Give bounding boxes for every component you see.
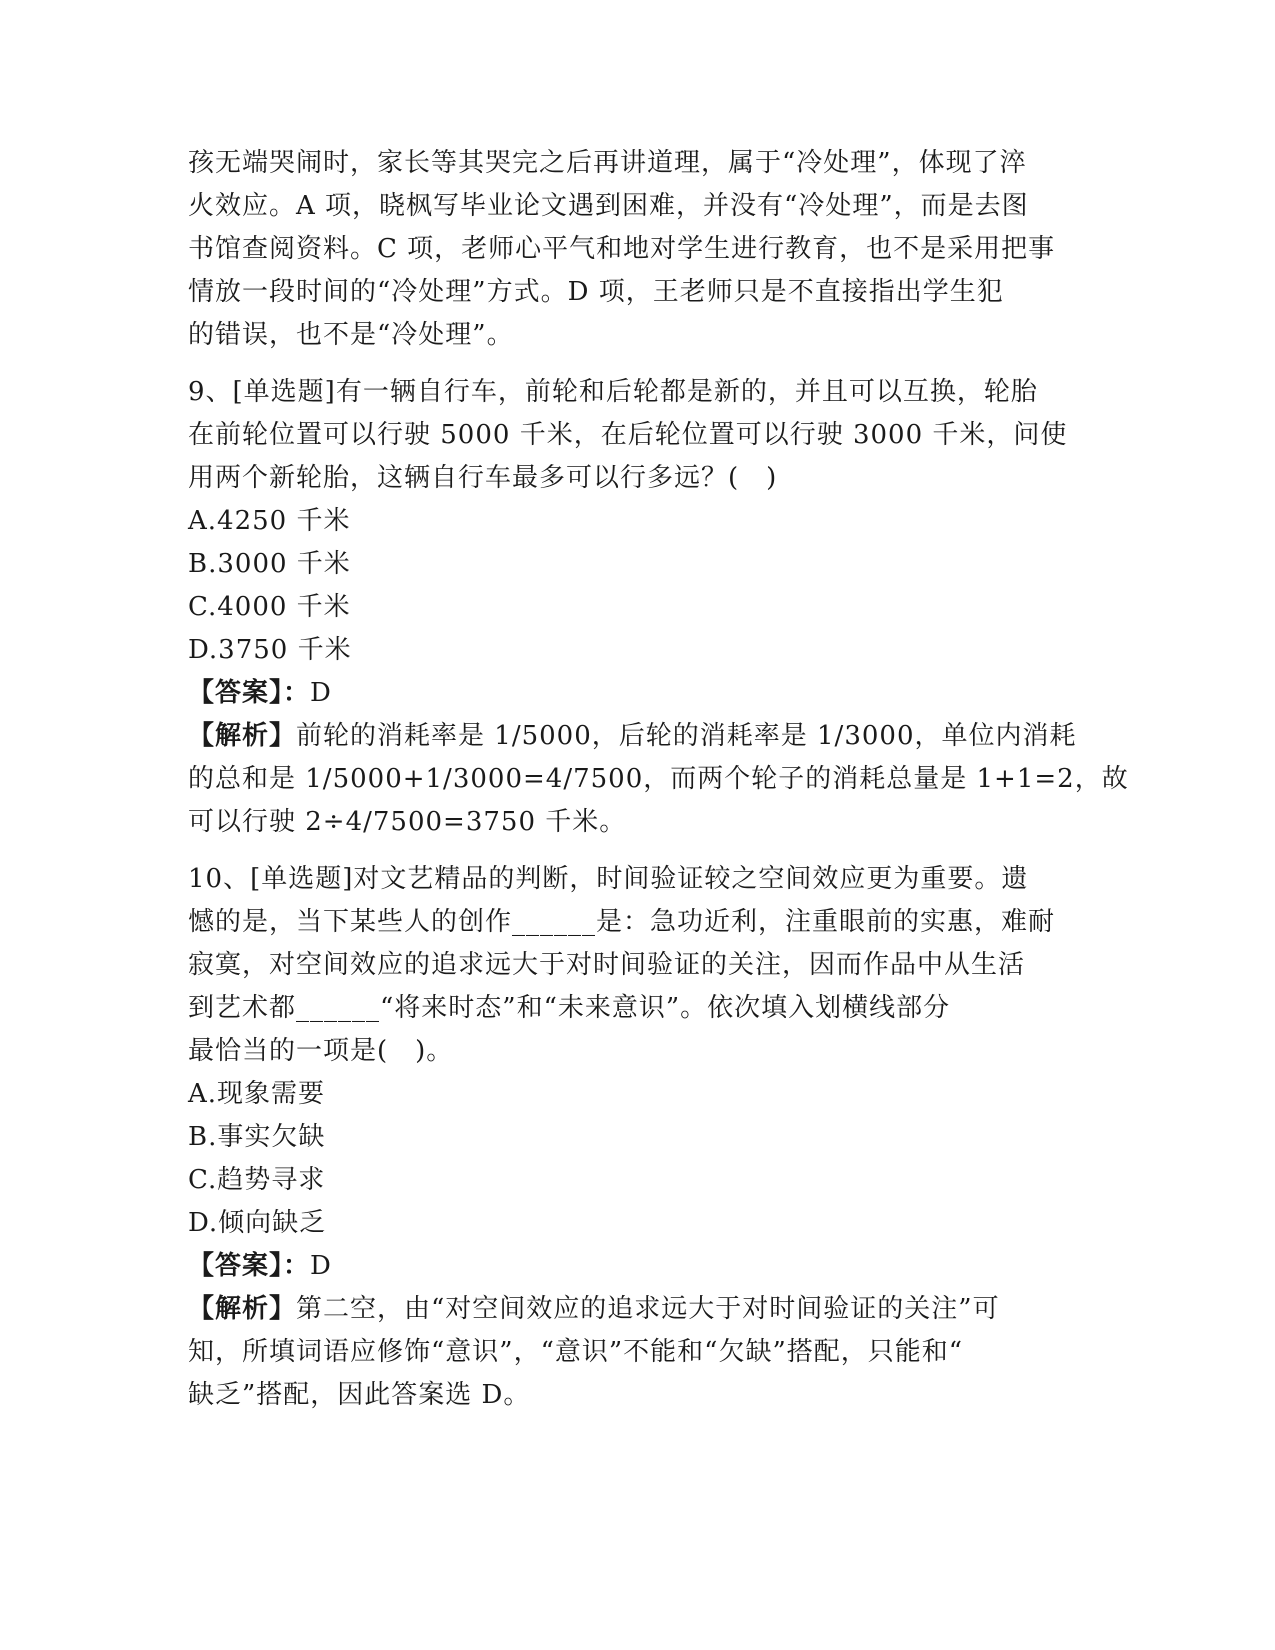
- explanation-text: 前轮的消耗率是 1/5000，后轮的消耗率是 1/3000，单位内消耗: [296, 721, 1077, 751]
- option-c: C.趋势寻求: [188, 1165, 326, 1195]
- option-c: C.4000 千米: [188, 592, 351, 622]
- answer-line: [188, 1245, 1068, 1288]
- prev-explanation: [188, 142, 1068, 357]
- question-stem-line: 在前轮位置可以行驶 5000 千米，在后轮位置可以行驶 3000 千米，问使: [188, 420, 1068, 450]
- explanation-line: 的总和是 1/5000+1/3000=4/7500，而两个轮子的消耗总量是 1+1=2，故: [188, 764, 1129, 794]
- explanation-line: 知，所填词语应修饰“意识”，“意识”不能和“欠缺”搭配，只能和“: [188, 1337, 964, 1367]
- question-stem-line: 到艺术都______“将来时态”和“未来意识”。依次填入划横线部分: [188, 993, 951, 1023]
- text-line: 的错误，也不是“冷处理”。: [188, 320, 514, 350]
- option-a: A.现象需要: [188, 1079, 326, 1109]
- text-line: 火效应。A 项，晓枫写毕业论文遇到困难，并没有“冷处理”，而是去图: [188, 191, 1029, 221]
- explanation-line: [188, 1288, 1068, 1331]
- text-line: 孩无端哭闹时，家长等其哭完之后再讲道理，属于“冷处理”，体现了淬: [188, 148, 1027, 178]
- explanation-line: 可以行驶 2÷4/7500=3750 千米。: [188, 807, 627, 837]
- question-stem-line: 憾的是，当下某些人的创作______是：急功近利，注重眼前的实惠，难耐: [188, 907, 1056, 937]
- spacer: [188, 357, 1068, 371]
- question-stem-line: 最恰当的一项是( )。: [188, 1036, 454, 1066]
- option-d: D.倾向缺乏: [188, 1208, 327, 1238]
- answer-value: D: [310, 678, 332, 708]
- answer-label: 【答案】：: [188, 678, 311, 708]
- option-d: D.3750 千米: [188, 635, 352, 665]
- question-10: [188, 858, 1068, 1417]
- explanation-text: 第二空，由“对空间效应的追求远大于对时间验证的关注”可: [296, 1294, 1000, 1324]
- explanation-line: [188, 715, 1077, 758]
- question-stem-line: 用两个新轮胎，这辆自行车最多可以行多远？( ): [188, 463, 778, 493]
- question-stem-line: 9、[单选题]有一辆自行车，前轮和后轮都是新的，并且可以互换，轮胎: [188, 377, 1038, 407]
- question-9: [188, 371, 1129, 844]
- explanation-label: 【解析】: [188, 721, 297, 751]
- explanation-label: 【解析】: [188, 1294, 297, 1324]
- text-line: 情放一段时间的“冷处理”方式。D 项，王老师只是不直接指出学生犯: [188, 277, 1004, 307]
- question-stem-line: 10、[单选题]对文艺精品的判断，时间验证较之空间效应更为重要。遗: [188, 864, 1029, 894]
- question-stem-line: 寂寞，对空间效应的追求远大于对时间验证的关注，因而作品中从生活: [188, 950, 1026, 980]
- spacer: [188, 844, 1068, 858]
- answer-line: [188, 672, 1068, 715]
- answer-label: 【答案】：: [188, 1251, 311, 1281]
- document-page: [188, 142, 1129, 1417]
- explanation-line: 缺乏”搭配，因此答案选 D。: [188, 1380, 531, 1410]
- text-line: 书馆查阅资料。C 项，老师心平气和地对学生进行教育，也不是采用把事: [188, 234, 1056, 264]
- option-a: A.4250 千米: [188, 506, 351, 536]
- option-b: B.3000 千米: [188, 549, 351, 579]
- answer-value: D: [310, 1251, 332, 1281]
- option-b: B.事实欠缺: [188, 1122, 326, 1152]
